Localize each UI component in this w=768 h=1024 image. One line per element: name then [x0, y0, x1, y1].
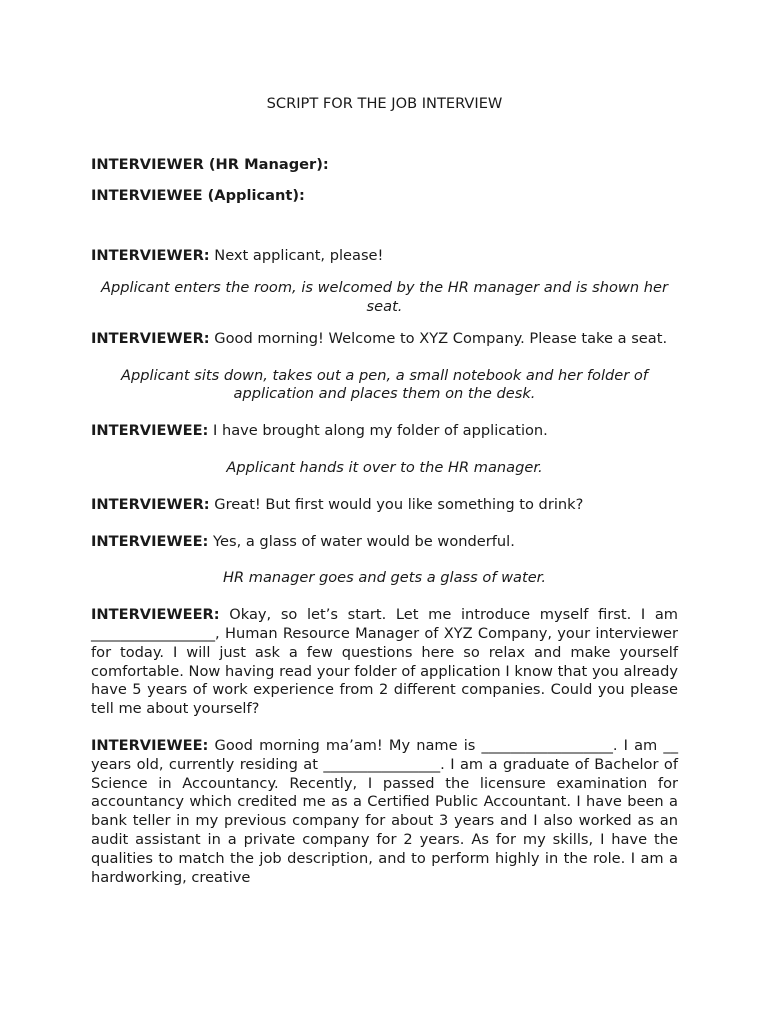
dialogue-text: Okay, so let’s start. Let me introduce myself first. I am _________________, Human Resource Manager of XYZ Company, your interviewer for today. I will just ask a few questions here so relax and make yourself comfortable. Now having read your folder of application I know that you already have 5 years of work experience from 2 different companies. Could you please tell me about yourself?: [91, 606, 678, 718]
dialogue-line: [91, 737, 678, 887]
spacer: [91, 217, 678, 247]
dialogue-text: Great! But first would you like something to drink?: [214, 495, 584, 513]
stage-direction: HR manager goes and gets a glass of water.: [223, 569, 546, 587]
stage-direction: Applicant hands it over to the HR manager.: [226, 458, 543, 476]
speaker-label: INTERVIEWEE:: [91, 736, 209, 754]
speaker-label: INTERVIEWEE:: [91, 422, 209, 440]
stage-direction: Applicant sits down, takes out a pen, a small notebook and her folder of application and places them on the desk.: [121, 366, 648, 403]
dialogue-line: [91, 496, 678, 515]
speaker-label: INTERVIEWER:: [91, 329, 210, 347]
speaker-label: INTERVIEWER:: [91, 247, 210, 265]
dialogue-line: [91, 606, 678, 719]
speaker-label: INTERVIEWEER:: [91, 606, 220, 624]
role-label: INTERVIEWER (HR Manager):: [91, 155, 329, 173]
speaker-label: INTERVIEWEE:: [91, 532, 209, 550]
dialogue-line: [91, 330, 678, 349]
dialogue-line: [91, 533, 678, 552]
dialogue-line: [91, 422, 678, 441]
role-label: INTERVIEWEE (Applicant):: [91, 186, 305, 204]
dialogue-text: Good morning ma’am! My name is __________________. I am __ years old, currently residing at ________________. I am a graduate of Bachelor of Science in Accountancy. Recently, I passed the licensure examination for accountancy which credited me as a Certified Public Accountant. I have been a bank teller in my previous company for about 3 years and I also worked as an audit assistant in a private company for 2 years. As for my skills, I have the qualities to match the job description, and to perform highly in the role. I am a hardworking, creative: [91, 736, 678, 886]
document-title: SCRIPT FOR THE JOB INTERVIEW: [266, 95, 503, 112]
role-interviewer: [91, 156, 678, 175]
dialogue-line: [91, 247, 678, 266]
dialogue-text: Good morning! Welcome to XYZ Company. Please take a seat.: [214, 329, 668, 347]
stage-direction: Applicant enters the room, is welcomed by the HR manager and is shown her seat.: [101, 279, 668, 315]
dialogue-text: Next applicant, please!: [214, 247, 384, 265]
document-page: [91, 95, 678, 900]
dialogue-text: Yes, a glass of water would be wonderful.: [213, 532, 515, 550]
role-interviewee: [91, 187, 678, 206]
speaker-label: INTERVIEWER:: [91, 495, 210, 513]
dialogue-text: I have brought along my folder of application.: [213, 422, 548, 440]
